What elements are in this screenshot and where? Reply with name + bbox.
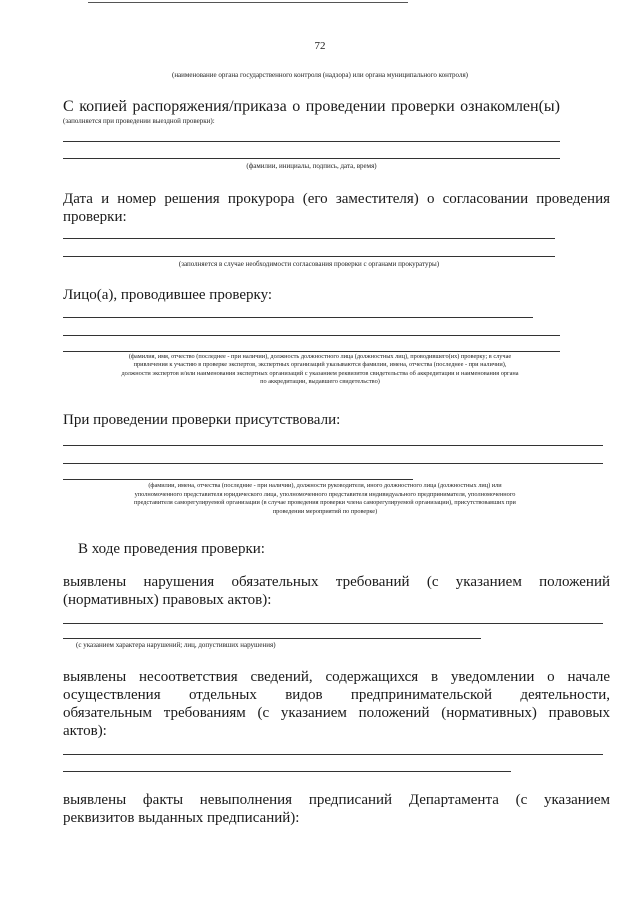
violations-fill-line <box>63 638 481 639</box>
inconsistencies-fill-line <box>63 754 603 755</box>
violations-caption: (с указанием характера нарушений; лиц, допустивших нарушения) <box>76 641 276 649</box>
inconsistencies-fill-line <box>63 771 511 772</box>
prosecutor-caption: (заполняется в случае необходимости согласования проверки с органами прокуратуры) <box>178 260 440 268</box>
copy-order-note: (заполняется при проведении выездной проверки): <box>63 117 215 125</box>
violations-line2: (нормативных) правовых актов): <box>63 592 272 608</box>
present-caption: (фамилии, имена, отчества (последние - при наличии), должности руководителя, иного должностного лица (должностных лиц) или уполномоченного представителя юридического лица, уполномоченного представителя индивидуального предпринимателя, уполномоченного представителя саморегулируемой организации (в случае проведения проверки члена саморегулируемой организации), присутствовавших при проведении мероприятий по проверке) <box>134 482 516 515</box>
top-border-line <box>88 2 408 3</box>
inconsistencies-line1: выявлены несоответствия сведений, содержащихся в уведомлении о начале <box>63 669 610 685</box>
inspector-fill-line <box>63 351 560 352</box>
page-number: 72 <box>314 40 326 52</box>
present-heading: При проведении проверки присутствовали: <box>63 412 341 428</box>
during-heading: В ходе проведения проверки: <box>78 541 265 557</box>
copy-order-caption: (фамилии, инициалы, подпись, дата, время) <box>246 162 377 170</box>
inspector-fill-line <box>63 335 560 336</box>
present-fill-line <box>63 445 603 446</box>
inspector-caption: (фамилия, имя, отчество (последнее - при наличии), должность должностного лица (должностных лиц), проводившего(их) проверку; в случае привлечения к участию в проверке экспертов, экспертных организаций указываются фамилии, имена, отчества (последнее - при наличии), должности экспертов и/или наименования экспертных организаций с указанием реквизитов свидетельства об аккредитации и наименования органа по аккредитации, выдавшего свидетельство) <box>121 353 519 386</box>
prosecutor-heading-line2: проверки: <box>63 209 127 225</box>
violations-fill-line <box>63 623 603 624</box>
present-fill-line <box>63 479 413 480</box>
inspector-fill-line <box>63 317 533 318</box>
org-caption: (наименование органа государственного контроля (надзора) или органа муниципального контроля) <box>171 71 468 79</box>
prosecutor-heading-line1: Дата и номер решения прокурора (его заместителя) о согласовании проведения <box>63 191 610 207</box>
present-fill-line <box>63 463 603 464</box>
copy-order-heading: С копией распоряжения/приказа о проведении проверки ознакомлен(ы) <box>63 98 560 115</box>
inconsistencies-line2: осуществления отдельных видов предпринимательской деятельности, <box>63 687 610 703</box>
violations-line1: выявлены нарушения обязательных требований (с указанием положений <box>63 574 610 590</box>
copy-order-fill-line <box>63 141 560 142</box>
prosecutor-fill-line <box>63 256 555 257</box>
prosecutor-fill-line <box>63 238 555 239</box>
copy-order-fill-line <box>63 158 560 159</box>
non-fulfillment-line2: реквизитов выданных предписаний): <box>63 810 300 826</box>
inspector-heading: Лицо(а), проводившее проверку: <box>63 287 273 303</box>
inconsistencies-line4: актов): <box>63 723 107 739</box>
non-fulfillment-line1: выявлены факты невыполнения предписаний Департамента (с указанием <box>63 792 610 808</box>
inconsistencies-line3: обязательным требованиям (с указанием положений (нормативных) правовых <box>63 705 610 721</box>
